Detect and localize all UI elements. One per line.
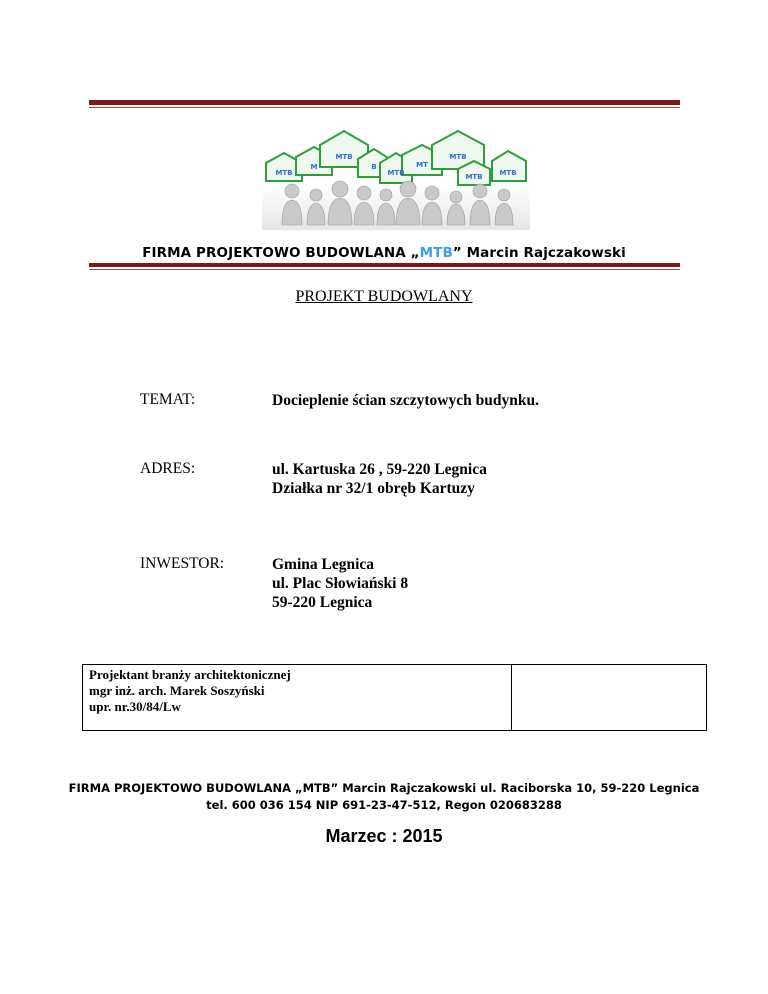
company-brand: MTB [419,245,453,261]
adres-value [272,460,487,498]
company-name [0,245,768,261]
document-title: PROJEKT BUDOWLANY [295,288,473,305]
investor-line: 59-220 Legnica [272,594,373,611]
house-label: B [371,163,377,171]
company-suffix: ” Marcin Rajczakowski [452,245,626,261]
house-label: MTB [465,173,483,181]
footer-line-1: FIRMA PROJEKTOWO BUDOWLANA „MTB” Marcin Rajczakowski ul. Raciborska 10, 59-220 Legnica [68,781,700,795]
adres-label: ADRES: [140,460,196,477]
investor-line: ul. Plac Słowiański 8 [272,575,409,592]
house-label: MTB [335,153,353,161]
top-divider [89,100,680,108]
inwestor-label: INWESTOR: [140,555,225,572]
house-label: MTB [499,169,517,177]
house-label: MTB [387,169,405,177]
designer-table [82,664,707,731]
house-label: MT [416,161,428,169]
address-line: ul. Kartuska 26 , 59-220 Legnica [272,461,487,478]
designer-line: mgr inż. arch. Marek Soszyński [89,683,265,698]
designer-line: Projektant branży architektonicznej [89,667,291,682]
designer-cell [83,665,512,730]
inwestor-value [272,555,408,612]
footer-line-2: tel. 600 036 154 NIP 691-23-47-512, Regon 020683288 [206,798,562,812]
company-prefix: FIRMA PROJEKTOWO BUDOWLANA „ [142,245,420,261]
address-line: Działka nr 32/1 obręb Kartuzy [272,480,475,497]
temat-value: Docieplenie ścian szczytowych budynku. [272,392,539,409]
house-label: MTB [449,153,467,161]
house-label: M [310,163,318,171]
designer-line: upr. nr.30/84/Lw [89,699,181,714]
house-label: MTB [275,169,293,177]
header-divider [89,263,680,270]
company-logo [262,125,530,230]
document-date: Marzec : 2015 [325,826,443,846]
temat-label: TEMAT: [140,391,196,408]
investor-line: Gmina Legnica [272,556,375,573]
